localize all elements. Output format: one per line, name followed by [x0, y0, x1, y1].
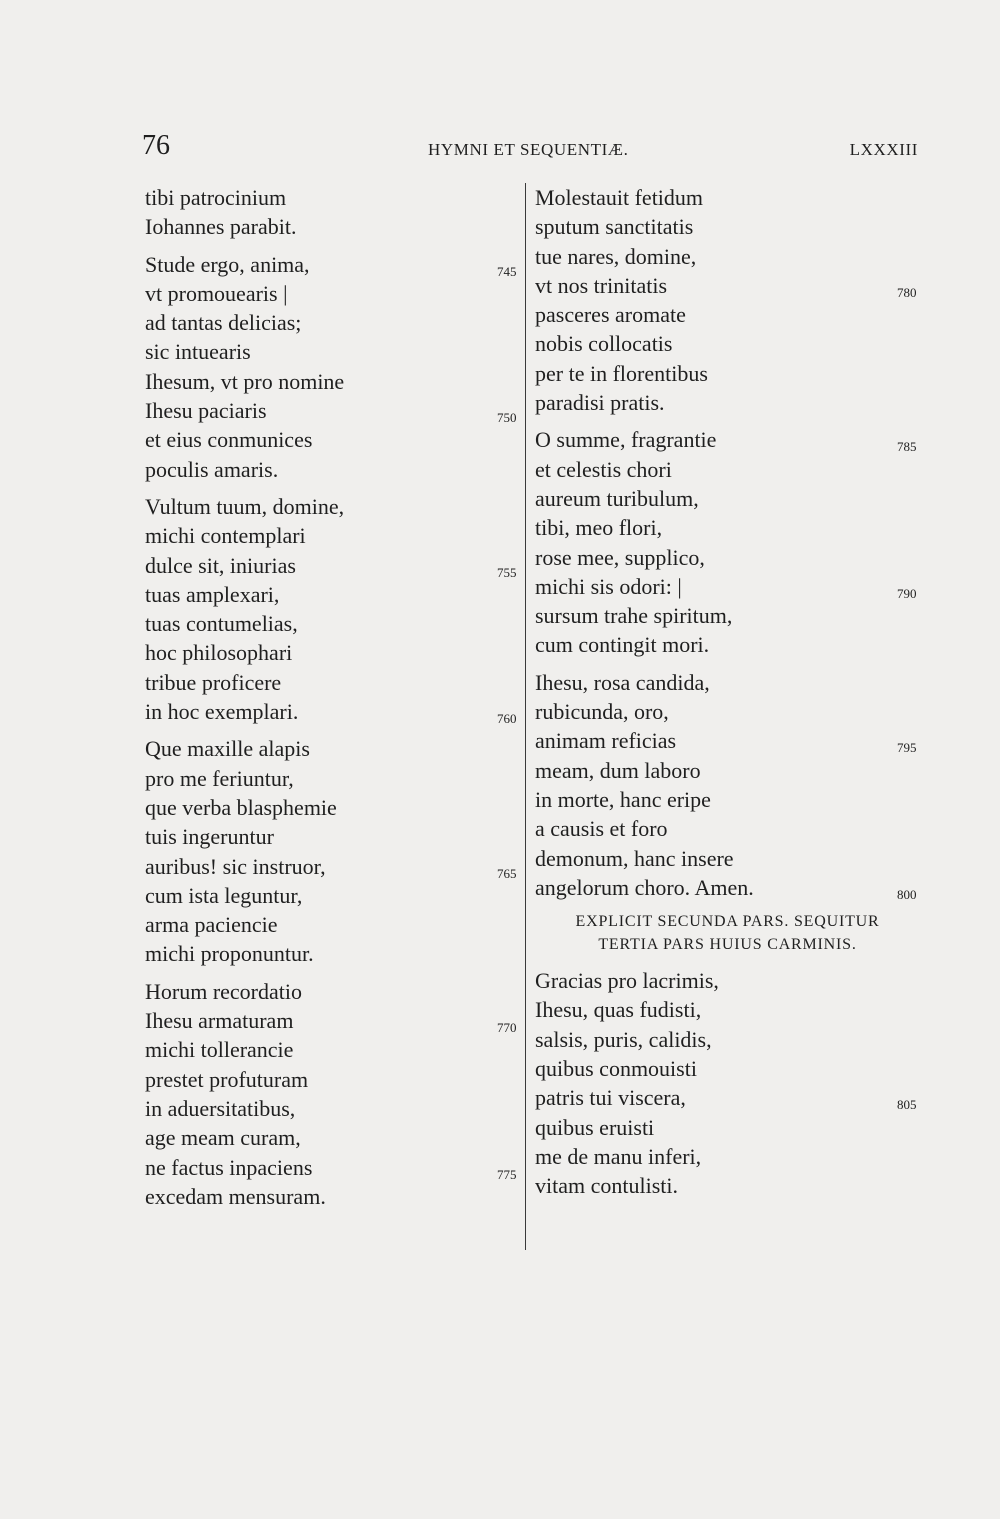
verse-line	[145, 183, 520, 212]
verse-line	[145, 1006, 520, 1035]
verse-line	[145, 425, 520, 454]
verse-line	[145, 638, 520, 667]
verse-text: patris tui viscera,	[535, 1085, 686, 1111]
verse-line	[535, 1083, 935, 1112]
verse-line	[535, 668, 935, 697]
verse-text: hoc philosophari	[145, 640, 293, 666]
verse-line	[145, 250, 520, 279]
verse-line	[145, 308, 520, 337]
verse-line	[145, 396, 520, 425]
verse-text: sursum trahe spiritum,	[535, 603, 733, 629]
verse-text: demonum, hanc insere	[535, 845, 734, 871]
verse-line	[535, 300, 935, 329]
verse-line	[535, 966, 935, 995]
verse-line	[145, 492, 520, 521]
line-number: 760	[497, 711, 517, 727]
verse-text: age meam curam,	[145, 1125, 301, 1151]
verse-text: O summe, fragrantie	[535, 427, 717, 453]
verse-text: Ihesu, quas fudisti,	[535, 997, 702, 1023]
verse-line	[535, 995, 935, 1024]
verse-text: tribue proficere	[145, 669, 282, 695]
verse-text: rose mee, supplico,	[535, 544, 705, 570]
verse-text: paradisi pratis.	[535, 390, 665, 416]
verse-line	[535, 697, 935, 726]
verse-text: me de manu inferi,	[535, 1143, 702, 1169]
verse-line	[145, 822, 520, 851]
right-column	[535, 183, 935, 1209]
verse-text: tuas contumelias,	[145, 611, 298, 637]
verse-text: vt promouearis |	[145, 280, 288, 306]
stanza	[535, 668, 935, 902]
running-title: HYMNI ET SEQUENTIÆ.	[428, 140, 629, 159]
verse-line	[145, 734, 520, 763]
verse-text: nobis collocatis	[535, 331, 673, 357]
verse-text: Vultum tuum, domine,	[145, 493, 345, 519]
verse-text: michi contemplari	[145, 523, 306, 549]
verse-line	[145, 1153, 520, 1182]
verse-text: michi tollerancie	[145, 1037, 294, 1063]
verse-line	[535, 601, 935, 630]
verse-line	[535, 1025, 935, 1054]
verse-text: pro me feriuntur,	[145, 765, 294, 791]
line-number: 770	[497, 1020, 517, 1036]
verse-text: Gracias pro lacrimis,	[535, 968, 719, 994]
verse-text: a causis et foro	[535, 816, 668, 842]
verse-line	[535, 425, 935, 454]
verse-text: Ihesu armaturam	[145, 1008, 294, 1034]
verse-text: Horum recordatio	[145, 978, 302, 1004]
verse-text: cum ista leguntur,	[145, 882, 303, 908]
verse-text: rubicunda, oro,	[535, 699, 669, 725]
verse-text: pasceres aromate	[535, 302, 686, 328]
line-number: 805	[897, 1097, 917, 1113]
section-number: LXXXIII	[849, 140, 918, 159]
verse-text: tuas amplexari,	[145, 581, 280, 607]
verse-text: Ihesu paciaris	[145, 398, 267, 424]
verse-line	[145, 279, 520, 308]
explicit-line-2: TERTIA PARS HUIUS CARMINIS.	[598, 936, 857, 954]
verse-text: quibus eruisti	[535, 1114, 655, 1140]
verse-text: et eius conmunices	[145, 427, 313, 453]
verse-line	[535, 1054, 935, 1083]
line-number: 755	[497, 564, 517, 580]
verse-text: poculis amaris.	[145, 456, 279, 482]
verse-line	[535, 785, 935, 814]
verse-text: michi proponuntur.	[145, 941, 314, 967]
verse-line	[145, 1123, 520, 1152]
explicit-line-1: EXPLICIT SECUNDA PARS. SEQUITUR	[575, 913, 880, 931]
verse-line	[145, 1035, 520, 1064]
line-number: 795	[897, 740, 917, 756]
verse-text: Ihesum, vt pro nomine	[145, 368, 345, 394]
verse-line	[145, 764, 520, 793]
verse-line	[535, 455, 935, 484]
stanza	[535, 966, 935, 1200]
verse-line	[145, 1182, 520, 1211]
verse-line	[535, 572, 935, 601]
verse-line	[535, 814, 935, 843]
verse-line	[535, 242, 935, 271]
left-column	[145, 183, 520, 1219]
verse-line	[535, 1171, 935, 1200]
stanza	[535, 425, 935, 659]
verse-text: in morte, hanc eripe	[535, 786, 711, 812]
verse-line	[535, 388, 935, 417]
verse-line	[145, 1065, 520, 1094]
line-number: 790	[897, 585, 917, 601]
page-number: 76	[142, 130, 170, 161]
verse-line	[535, 484, 935, 513]
verse-text: Iohannes parabit.	[145, 214, 297, 240]
final-stanza	[535, 966, 935, 1200]
stanza	[145, 734, 520, 968]
verse-line	[145, 668, 520, 697]
verse-line	[145, 881, 520, 910]
verse-line	[535, 1113, 935, 1142]
verse-line	[535, 844, 935, 873]
line-number: 780	[897, 284, 917, 300]
verse-line	[145, 697, 520, 726]
verse-line	[535, 183, 935, 212]
verse-text: angelorum choro. Amen.	[535, 874, 754, 900]
verse-text: auribus! sic instruor,	[145, 853, 326, 879]
verse-text: in aduersitatibus,	[145, 1095, 296, 1121]
stanza	[145, 977, 520, 1211]
verse-text: arma paciencie	[145, 912, 278, 938]
verse-text: prestet profuturam	[145, 1066, 309, 1092]
verse-text: et celestis chori	[535, 456, 672, 482]
verse-line	[535, 630, 935, 659]
verse-text: que verba blasphemie	[145, 794, 337, 820]
verse-text: tibi, meo flori,	[535, 515, 663, 541]
verse-text: sputum sanctitatis	[535, 214, 694, 240]
verse-text: tibi patrocinium	[145, 185, 287, 210]
verse-text: in hoc exemplari.	[145, 699, 299, 725]
verse-line	[535, 543, 935, 572]
verse-text: sic intuearis	[145, 339, 251, 365]
verse-line	[145, 939, 520, 968]
verse-line	[145, 337, 520, 366]
verse-line	[535, 1142, 935, 1171]
line-number: 785	[897, 439, 917, 455]
explicit-heading	[535, 910, 920, 956]
verse-text: Stude ergo, anima,	[145, 251, 310, 277]
verse-text: salsis, puris, calidis,	[535, 1026, 712, 1052]
stanza	[145, 492, 520, 726]
line-number: 765	[497, 865, 517, 881]
verse-line	[145, 580, 520, 609]
verse-line	[145, 609, 520, 638]
verse-text: ne factus inpaciens	[145, 1154, 313, 1180]
verse-text: cum contingit mori.	[535, 632, 710, 658]
verse-text: Que maxille alapis	[145, 736, 310, 762]
verse-line	[145, 212, 520, 241]
verse-line	[535, 329, 935, 358]
column-divider	[525, 183, 526, 1250]
verse-line	[145, 910, 520, 939]
verse-text: tue nares, domine,	[535, 243, 697, 269]
stanza	[145, 183, 520, 242]
verse-text: quibus conmouisti	[535, 1056, 697, 1082]
verse-text: Ihesu, rosa candida,	[535, 669, 710, 695]
verse-line	[145, 977, 520, 1006]
verse-line	[535, 212, 935, 241]
line-number: 775	[497, 1166, 517, 1182]
verse-text: Molestauit fetidum	[535, 185, 704, 210]
verse-text: aureum turibulum,	[535, 485, 699, 511]
verse-line	[535, 271, 935, 300]
verse-line	[145, 367, 520, 396]
verse-line	[145, 455, 520, 484]
right-stanzas	[535, 183, 935, 902]
line-number: 800	[897, 886, 917, 902]
verse-line	[145, 793, 520, 822]
verse-text: excedam mensuram.	[145, 1183, 326, 1209]
verse-text: animam reficias	[535, 728, 677, 754]
verse-line	[535, 873, 935, 902]
verse-line	[145, 551, 520, 580]
stanza	[535, 183, 935, 417]
verse-text: dulce sit, iniurias	[145, 552, 296, 578]
verse-line	[535, 359, 935, 388]
verse-text: vitam contulisti.	[535, 1173, 678, 1199]
verse-text: meam, dum laboro	[535, 757, 701, 783]
verse-text: tuis ingeruntur	[145, 824, 274, 850]
verse-text: ad tantas delicias;	[145, 310, 302, 336]
verse-text: vt nos trinitatis	[535, 272, 667, 298]
verse-line	[535, 513, 935, 542]
page-header	[0, 130, 1000, 170]
verse-line	[535, 726, 935, 755]
verse-text: michi sis odori: |	[535, 573, 682, 599]
verse-text: per te in florentibus	[535, 360, 708, 386]
line-number: 745	[497, 263, 517, 279]
verse-line	[145, 852, 520, 881]
line-number: 750	[497, 410, 517, 426]
verse-line	[535, 756, 935, 785]
verse-line	[145, 521, 520, 550]
verse-line	[145, 1094, 520, 1123]
stanza	[145, 250, 520, 484]
